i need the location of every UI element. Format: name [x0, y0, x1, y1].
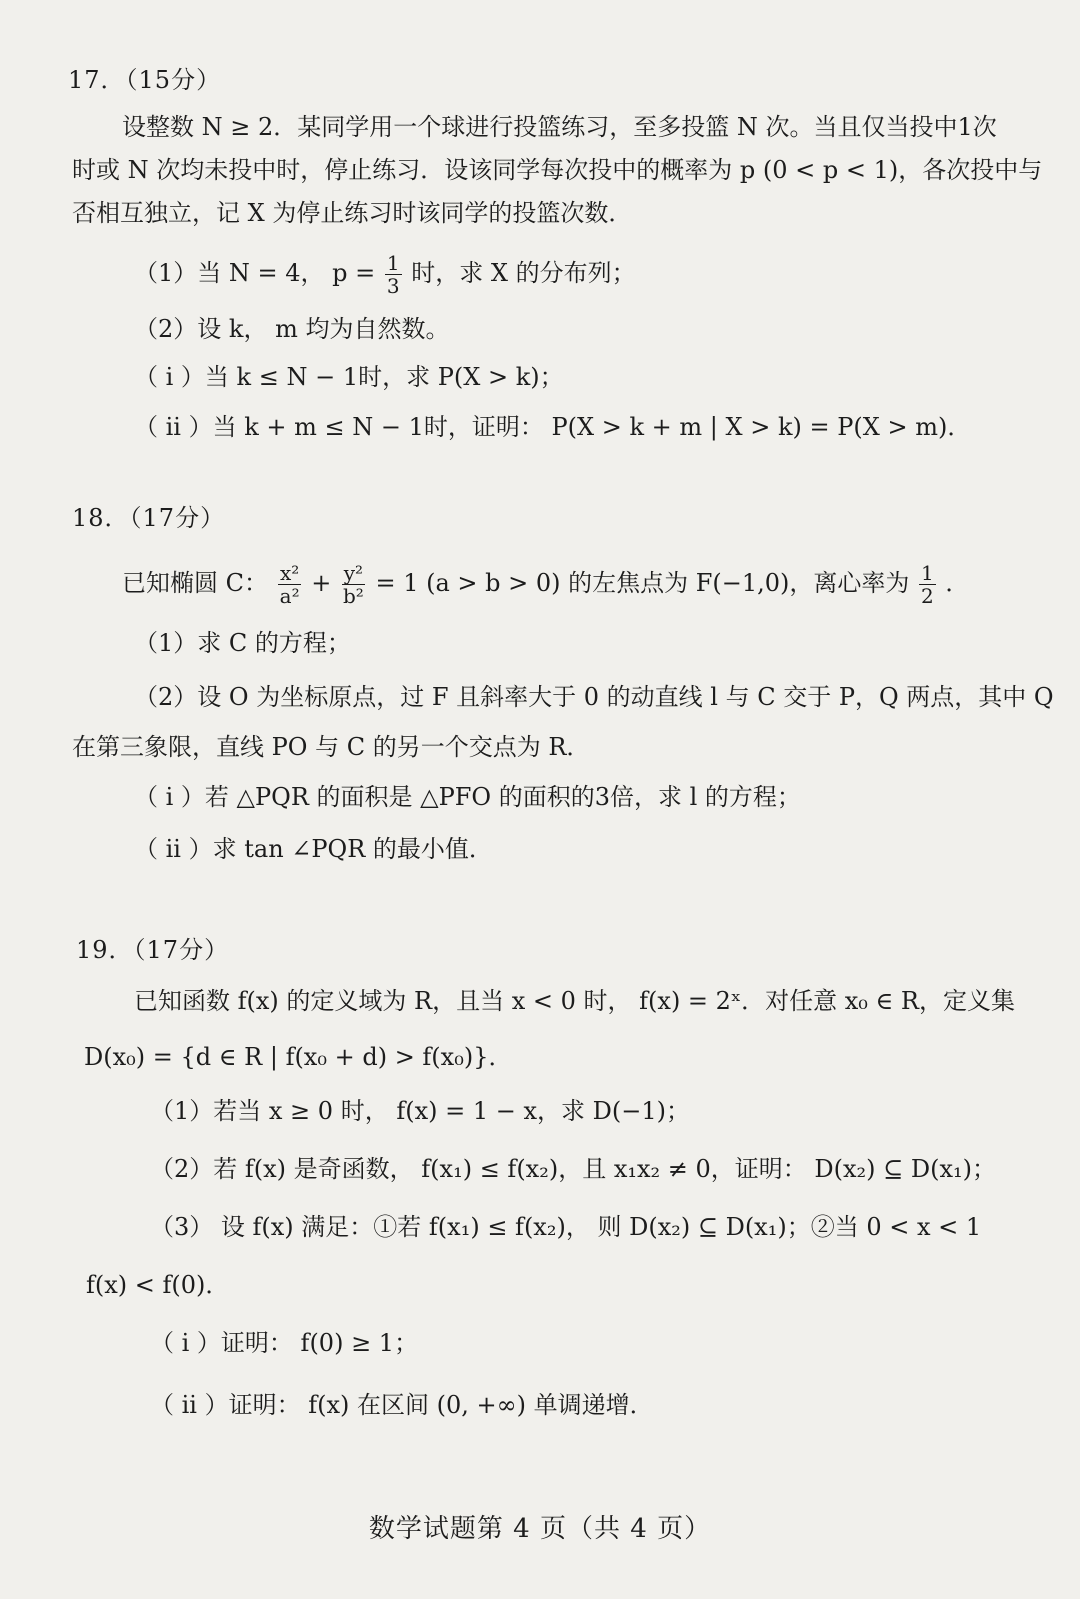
problem-17-header: 17．（15分） — [68, 66, 222, 94]
fraction-numerator: y² — [343, 561, 364, 585]
problem-19-part-3: （3） 设 f(x) 满足：①若 f(x₁) ≤ f(x₂)， 则 D(x₂) ⊆ D(x₁)；②当 0 < x < 1 — [150, 1213, 982, 1241]
fraction-denominator: 2 — [921, 584, 934, 608]
problem-18-end: ． — [945, 569, 970, 597]
problem-17-text-line-3: 否相互独立，记 X 为停止练习时该同学的投篮次数． — [72, 199, 633, 227]
problem-18-text-line-1 — [122, 562, 969, 607]
problem-17-part-2: （2）设 k， m 均为自然数。 — [134, 315, 450, 343]
fraction-denominator: 3 — [386, 274, 400, 298]
problem-18-part-2-ii: （ ii ）求 tan ∠PQR 的最小值． — [134, 835, 493, 863]
fraction-denominator: b² — [342, 584, 364, 608]
problem-17-part-2-ii: （ ii ）当 k + m ≤ N − 1时，证明： P(X > k + m | X > k) = P(X > m)． — [134, 413, 972, 441]
problem-19-part-3-cont: f(x) < f(0)． — [86, 1271, 230, 1299]
fraction-numerator: x² — [279, 561, 300, 585]
fraction-one-third — [385, 252, 402, 297]
fraction-numerator: 1 — [386, 251, 400, 275]
problem-18-part-2-cont: 在第三象限，直线 PO 与 C 的另一个交点为 R． — [72, 733, 591, 761]
problem-17-part-1-pre: （1）当 N = 4， p = — [134, 259, 376, 287]
problem-19-part-3-ii: （ ii ）证明： f(x) 在区间 (0, +∞) 单调递增． — [150, 1391, 654, 1419]
fraction-one-half — [919, 562, 936, 607]
fraction-y2-b2 — [341, 562, 366, 607]
fraction-denominator: a² — [279, 584, 300, 608]
fraction-x2-a2 — [278, 562, 302, 607]
problem-19-part-2: （2）若 f(x) 是奇函数， f(x₁) ≤ f(x₂)，且 x₁x₂ ≠ 0，证明： D(x₂) ⊆ D(x₁)； — [150, 1155, 997, 1183]
page-footer: 数学试题第 4 页（共 4 页） — [368, 1514, 712, 1544]
problem-19-header: 19．（17分） — [76, 936, 230, 964]
problem-18-pre: 已知椭圆 C： — [122, 569, 268, 597]
problem-19-text-line-2: D(x₀) = {d ∈ R | f(x₀ + d) > f(x₀)}． — [84, 1043, 513, 1071]
problem-17-part-1-post: 时，求 X 的分布列； — [411, 259, 636, 287]
problem-18-part-1: （1）求 C 的方程； — [134, 629, 351, 657]
problem-18-part-2-i: （ i ）若 △PQR 的面积是 △PFO 的面积的3倍，求 l 的方程； — [134, 783, 801, 811]
plus-sign: + — [311, 569, 332, 597]
problem-18-mid: = 1 (a > b > 0) 的左焦点为 F(−1,0)，离心率为 — [375, 569, 910, 597]
problem-17-text-line-1: 设整数 N ≥ 2．某同学用一个球进行投篮练习，至多投篮 N 次。当且仅当投中1次 — [122, 113, 997, 141]
problem-19-part-3-i: （ i ）证明： f(0) ≥ 1； — [150, 1329, 419, 1357]
problem-17-text-line-2: 时或 N 次均未投中时，停止练习．设该同学每次投中的概率为 p (0 < p < 1)，各次投中与 — [72, 156, 1043, 184]
fraction-numerator: 1 — [921, 561, 934, 585]
problem-19-part-1: （1）若当 x ≥ 0 时， f(x) = 1 − x，求 D(−1)； — [150, 1097, 690, 1125]
problem-18-part-2: （2）设 O 为坐标原点，过 F 且斜率大于 0 的动直线 l 与 C 交于 P，Q 两点，其中 Q — [134, 683, 1054, 711]
problem-18-header: 18．（17分） — [72, 504, 226, 532]
problem-19-text-line-1: 已知函数 f(x) 的定义域为 R，且当 x < 0 时， f(x) = 2ˣ．对任意 x₀ ∈ R，定义集 — [134, 987, 1015, 1015]
problem-17-part-2-i: （ i ）当 k ≤ N − 1时，求 P(X > k)； — [134, 363, 564, 391]
problem-17-part-1 — [134, 252, 636, 297]
